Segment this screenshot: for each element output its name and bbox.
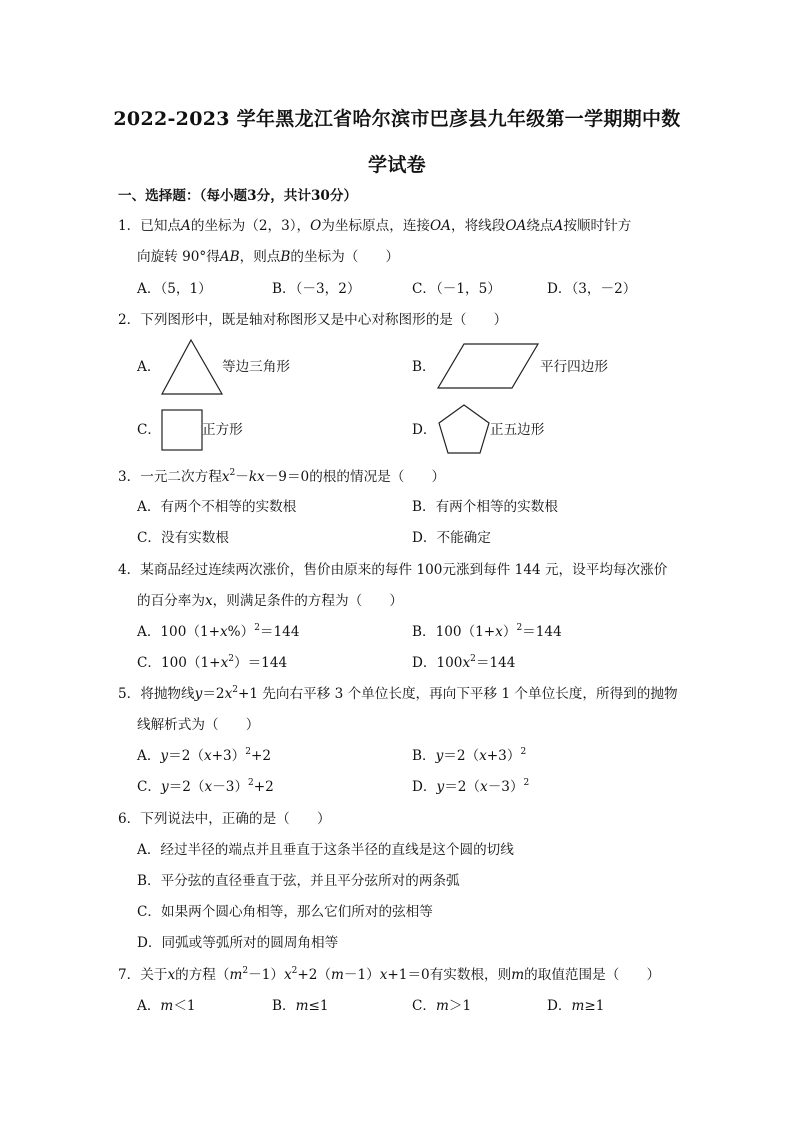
page-title-continued: 学试卷	[368, 154, 426, 176]
square-figure	[161, 409, 203, 451]
question-5-option-c[interactable]: C．$y=2(x-3)^2+2$	[137, 778, 274, 795]
question-5-option-b[interactable]: B．$y=2(x+3)^2$	[412, 747, 527, 764]
question-7-option-d[interactable]: D．m≥1	[547, 998, 605, 1014]
question-7-option-c[interactable]: C．m＞1	[412, 998, 472, 1014]
regular-pentagon-figure	[436, 403, 492, 455]
question-6-option-a[interactable]: A．经过半径的端点并且垂直于这条半径的直线是这个圆的切线	[137, 842, 514, 858]
question-2-option-b-label: 平行四边形	[540, 359, 608, 375]
question-number: 5．	[118, 686, 141, 702]
question-7-stem: 7．关于x的方程$(m^2-1)x^2+2(m-1)x+1=0$有实数根，则m的取值范围是（ ）	[118, 966, 661, 983]
question-5-option-a[interactable]: A．$y=2(x+3)^2+2$	[137, 747, 272, 764]
question-5-stem-line2: 线解析式为（ ）	[137, 717, 260, 733]
question-2-option-d-label: 正五边形	[490, 422, 545, 438]
question-number: 1．	[118, 218, 141, 234]
question-1-option-b[interactable]: B．（－3，2）	[272, 281, 361, 297]
question-7-option-a[interactable]: A．m＜1	[137, 998, 196, 1014]
question-6-stem: 6．下列说法中，正确的是（ ）	[118, 811, 331, 827]
page-title: 2022-2023 学年黑龙江省哈尔滨市巴彦县九年级第一学期期中数	[113, 108, 681, 130]
question-3-option-d[interactable]: D．不能确定	[412, 530, 491, 546]
question-5-option-d[interactable]: D．$y=2(x-3)^2$	[412, 778, 530, 795]
question-6-option-b[interactable]: B．平分弦的直径垂直于弦，并且平分弦所对的两条弧	[137, 873, 460, 889]
question-2-option-c-letter[interactable]: C．	[137, 422, 161, 438]
question-3-option-b[interactable]: B．有两个相等的实数根	[412, 499, 558, 515]
question-2-option-a-label: 等边三角形	[222, 359, 290, 375]
question-2-stem: 2．下列图形中，既是轴对称图形又是中心对称图形的是（ ）	[118, 312, 508, 328]
question-5-stem-line1: 5．将抛物线$y=2x^2+1$ 先向右平移 3 个单位长度，再向下平移 1 个单位长度，所得到的抛物	[118, 685, 678, 702]
question-number: 6．	[118, 811, 141, 827]
question-2-option-c-label: 正方形	[202, 422, 243, 438]
question-1-stem-line2: 向旋转 90°得AB，则点B的坐标为（ ）	[137, 249, 400, 265]
question-3-stem: 3．一元二次方程$x^2-kx-9=0$的根的情况是（ ）	[118, 468, 446, 485]
question-2-option-b-letter[interactable]: B．	[412, 359, 436, 375]
section-heading: 一、选择题：（每小题3分，共计30分）	[118, 188, 358, 204]
question-number: 4．	[118, 562, 141, 578]
question-4-option-a[interactable]: A．$100(1+x\%)^2=144$	[137, 623, 300, 640]
parallelogram-figure	[436, 343, 540, 389]
question-6-option-c[interactable]: C．如果两个圆心角相等，那么它们所对的弦相等	[137, 904, 433, 920]
question-number: 7．	[118, 967, 141, 983]
question-6-option-d[interactable]: D．同弧或等弧所对的圆周角相等	[137, 935, 339, 951]
question-4-option-b[interactable]: B．$100(1+x)^2=144$	[412, 623, 562, 640]
question-3-option-c[interactable]: C．没有实数根	[137, 530, 229, 546]
question-4-stem-line2: 的百分率为x，则满足条件的方程为（ ）	[137, 593, 403, 609]
question-4-option-c[interactable]: C．$100(1+x^2)=144$	[137, 654, 288, 671]
question-3-option-a[interactable]: A．有两个不相等的实数根	[137, 499, 297, 515]
question-number: 3．	[118, 469, 141, 485]
question-2-option-a-letter[interactable]: A．	[137, 359, 161, 375]
question-7-option-b[interactable]: B．m≤1	[272, 998, 329, 1014]
question-1-stem-line1: 1．已知点A的坐标为（2，3），O为坐标原点，连接OA，将线段OA绕点A按顺时针方	[118, 218, 632, 234]
question-1-option-a[interactable]: A．（5，1）	[137, 281, 212, 297]
question-2-option-d-letter[interactable]: D．	[412, 422, 437, 438]
question-1-option-d[interactable]: D．（3，－2）	[547, 281, 637, 297]
question-4-stem-line1: 4．某商品经过连续两次涨价，售价由原来的每件 100元涨到每件 144 元，设平均每次涨价	[118, 562, 668, 578]
question-1-option-c[interactable]: C．（－1，5）	[412, 281, 501, 297]
question-4-option-d[interactable]: D．$100x^2=144$	[412, 654, 516, 671]
equilateral-triangle-figure	[160, 338, 224, 396]
question-number: 2．	[118, 312, 141, 328]
